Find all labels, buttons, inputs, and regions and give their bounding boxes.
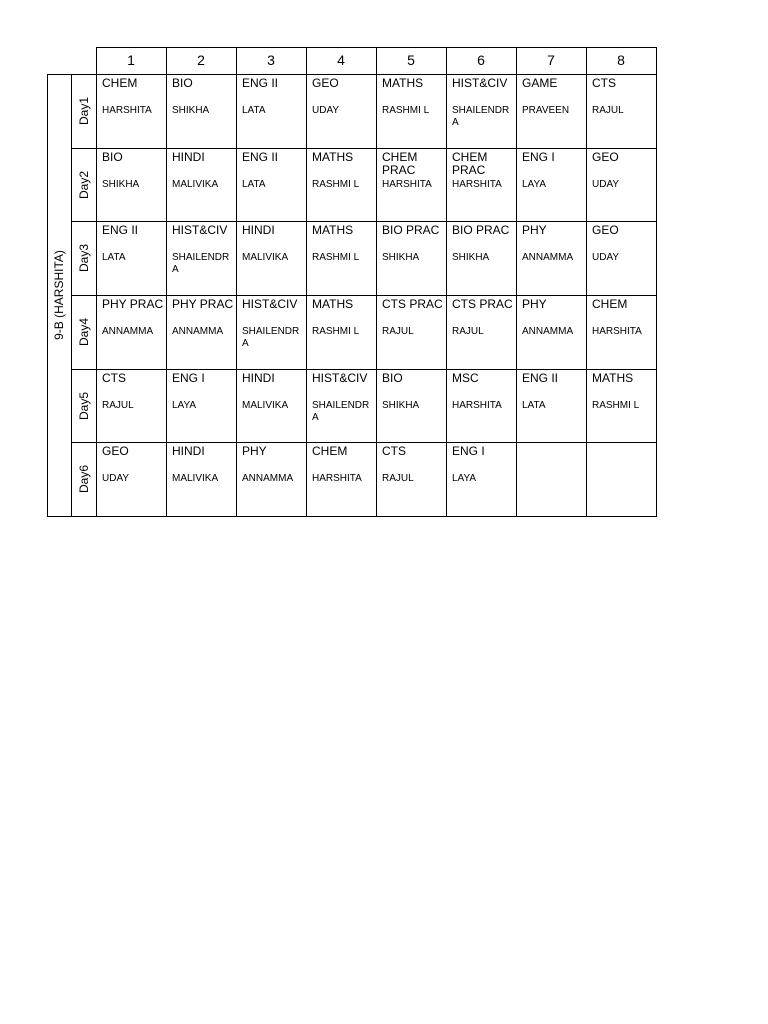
- teacher-name: MALIVIKA: [242, 252, 289, 263]
- schedule-cell: [306, 442, 372, 512]
- teacher-name: UDAY: [592, 179, 620, 190]
- table-border-right: [656, 47, 657, 517]
- subject-name: CHEM: [592, 297, 628, 311]
- teacher-name: LATA: [242, 179, 266, 190]
- subject-name: BIO: [382, 371, 403, 385]
- teacher-name: SHAILENDRA: [242, 326, 300, 349]
- subject-name: ENG I: [452, 444, 485, 458]
- subject-name: CHEM PRAC: [452, 150, 488, 177]
- day-label: Day4: [77, 317, 91, 347]
- schedule-cell: [166, 74, 232, 144]
- schedule-cell: [516, 369, 582, 439]
- day-label: Day5: [77, 391, 91, 421]
- schedule-cell: [446, 74, 512, 144]
- subject-name: BIO: [172, 76, 193, 90]
- schedule-cell: [96, 369, 162, 439]
- day-label: Day2: [77, 170, 91, 200]
- teacher-name: RASHMI L: [312, 179, 360, 190]
- teacher-name: UDAY: [592, 252, 620, 263]
- teacher-name: RASHMI L: [592, 400, 640, 411]
- schedule-cell: [586, 369, 652, 439]
- subject-name: CHEM PRAC: [382, 150, 418, 177]
- class-label: 9-B (HARSHITA): [52, 250, 66, 340]
- subject-name: HIST&CIV: [452, 76, 508, 90]
- teacher-name: ANNAMMA: [172, 326, 224, 337]
- teacher-name: ANNAMMA: [522, 252, 574, 263]
- subject-name: ENG II: [102, 223, 139, 237]
- subject-name: HIST&CIV: [312, 371, 368, 385]
- schedule-cell: [166, 295, 232, 365]
- schedule-cell: [446, 221, 512, 291]
- teacher-name: SHAILENDRA: [452, 105, 510, 128]
- teacher-name: SHIKHA: [382, 252, 420, 263]
- class-column-line: [71, 74, 72, 517]
- subject-name: GEO: [592, 223, 619, 237]
- teacher-name: LAYA: [172, 400, 197, 411]
- teacher-name: PRAVEEN: [522, 105, 570, 116]
- teacher-name: LAYA: [522, 179, 547, 190]
- schedule-cell: [376, 295, 442, 365]
- subject-name: ENG I: [522, 150, 555, 164]
- schedule-cell: [166, 221, 232, 291]
- schedule-cell: [236, 295, 302, 365]
- teacher-name: SHIKHA: [102, 179, 140, 190]
- teacher-name: RAJUL: [452, 326, 484, 337]
- schedule-cell: [376, 74, 442, 144]
- subject-name: CHEM: [312, 444, 348, 458]
- teacher-name: SHIKHA: [382, 400, 420, 411]
- teacher-name: LAYA: [452, 473, 477, 484]
- teacher-name: ANNAMMA: [242, 473, 294, 484]
- teacher-name: MALIVIKA: [242, 400, 289, 411]
- subject-name: MATHS: [592, 371, 634, 385]
- subject-name: MATHS: [312, 223, 354, 237]
- period-header: 3: [267, 52, 275, 68]
- subject-name: ENG II: [242, 150, 279, 164]
- schedule-cell: [306, 221, 372, 291]
- period-header: 4: [337, 52, 345, 68]
- teacher-name: LATA: [242, 105, 266, 116]
- day-label: Day3: [77, 243, 91, 273]
- schedule-cell: [306, 369, 372, 439]
- teacher-name: SHAILENDRA: [172, 252, 230, 275]
- subject-name: MATHS: [382, 76, 424, 90]
- schedule-cell: [306, 74, 372, 144]
- period-header: 5: [407, 52, 415, 68]
- schedule-cell: [166, 148, 232, 218]
- schedule-cell: [586, 221, 652, 291]
- period-header: 6: [477, 52, 485, 68]
- subject-name: ENG II: [522, 371, 559, 385]
- teacher-name: ANNAMMA: [522, 326, 574, 337]
- schedule-cell: [96, 221, 162, 291]
- subject-name: HINDI: [242, 223, 275, 237]
- schedule-cell: [376, 221, 442, 291]
- schedule-cell: [446, 442, 512, 512]
- subject-name: CTS: [102, 371, 126, 385]
- schedule-cell: [446, 148, 512, 218]
- subject-name: BIO PRAC: [452, 223, 510, 237]
- schedule-cell: [166, 442, 232, 512]
- subject-name: CTS: [382, 444, 406, 458]
- schedule-cell: [236, 442, 302, 512]
- schedule-cell: [586, 148, 652, 218]
- teacher-name: UDAY: [102, 473, 130, 484]
- schedule-cell: [236, 369, 302, 439]
- subject-name: BIO PRAC: [382, 223, 440, 237]
- teacher-name: RAJUL: [592, 105, 624, 116]
- subject-name: ENG II: [242, 76, 279, 90]
- schedule-cell: [586, 295, 652, 365]
- teacher-name: RAJUL: [382, 326, 414, 337]
- schedule-cell: [446, 369, 512, 439]
- teacher-name: RASHMI L: [312, 252, 360, 263]
- table-border-bottom: [47, 516, 657, 517]
- subject-name: PHY PRAC: [172, 297, 234, 311]
- subject-name: HINDI: [242, 371, 275, 385]
- teacher-name: HARSHITA: [312, 473, 362, 484]
- teacher-name: SHIKHA: [452, 252, 490, 263]
- schedule-cell: [516, 442, 582, 512]
- schedule-cell: [96, 148, 162, 218]
- teacher-name: RAJUL: [382, 473, 414, 484]
- teacher-name: SHIKHA: [172, 105, 210, 116]
- schedule-cell: [586, 442, 652, 512]
- schedule-cell: [586, 74, 652, 144]
- schedule-cell: [516, 295, 582, 365]
- period-header: 7: [547, 52, 555, 68]
- table-border-left: [47, 74, 48, 517]
- teacher-name: HARSHITA: [452, 400, 502, 411]
- schedule-cell: [516, 148, 582, 218]
- teacher-name: RASHMI L: [382, 105, 430, 116]
- schedule-cell: [236, 221, 302, 291]
- day-label: Day1: [77, 96, 91, 126]
- subject-name: ENG I: [172, 371, 205, 385]
- subject-name: MSC: [452, 371, 479, 385]
- subject-name: HIST&CIV: [172, 223, 228, 237]
- subject-name: PHY: [522, 223, 547, 237]
- teacher-name: LATA: [102, 252, 126, 263]
- schedule-cell: [516, 74, 582, 144]
- teacher-name: MALIVIKA: [172, 473, 219, 484]
- teacher-name: HARSHITA: [592, 326, 642, 337]
- teacher-name: HARSHITA: [452, 179, 502, 190]
- subject-name: MATHS: [312, 297, 354, 311]
- teacher-name: ANNAMMA: [102, 326, 154, 337]
- schedule-cell: [236, 74, 302, 144]
- teacher-name: MALIVIKA: [172, 179, 219, 190]
- teacher-name: RAJUL: [102, 400, 134, 411]
- teacher-name: RASHMI L: [312, 326, 360, 337]
- subject-name: CHEM: [102, 76, 138, 90]
- teacher-name: UDAY: [312, 105, 340, 116]
- subject-name: HINDI: [172, 150, 205, 164]
- period-header: 1: [127, 52, 135, 68]
- schedule-cell: [376, 369, 442, 439]
- teacher-name: SHAILENDRA: [312, 400, 370, 423]
- subject-name: MATHS: [312, 150, 354, 164]
- timetable: [47, 47, 657, 516]
- subject-name: HINDI: [172, 444, 205, 458]
- subject-name: PHY PRAC: [102, 297, 164, 311]
- day-label: Day6: [77, 464, 91, 494]
- subject-name: CTS: [592, 76, 616, 90]
- teacher-name: HARSHITA: [102, 105, 152, 116]
- schedule-cell: [446, 295, 512, 365]
- schedule-cell: [376, 442, 442, 512]
- subject-name: CTS PRAC: [452, 297, 513, 311]
- schedule-cell: [306, 295, 372, 365]
- schedule-cell: [96, 442, 162, 512]
- subject-name: PHY: [242, 444, 267, 458]
- schedule-cell: [516, 221, 582, 291]
- subject-name: GEO: [102, 444, 129, 458]
- teacher-name: LATA: [522, 400, 546, 411]
- subject-name: PHY: [522, 297, 547, 311]
- period-header: 2: [197, 52, 205, 68]
- schedule-cell: [166, 369, 232, 439]
- subject-name: HIST&CIV: [242, 297, 298, 311]
- teacher-name: HARSHITA: [382, 179, 432, 190]
- schedule-cell: [96, 74, 162, 144]
- schedule-cell: [376, 148, 442, 218]
- subject-name: GEO: [312, 76, 339, 90]
- schedule-cell: [236, 148, 302, 218]
- subject-name: CTS PRAC: [382, 297, 443, 311]
- schedule-cell: [96, 295, 162, 365]
- subject-name: GEO: [592, 150, 619, 164]
- subject-name: GAME: [522, 76, 558, 90]
- schedule-cell: [306, 148, 372, 218]
- subject-name: BIO: [102, 150, 123, 164]
- period-header: 8: [617, 52, 625, 68]
